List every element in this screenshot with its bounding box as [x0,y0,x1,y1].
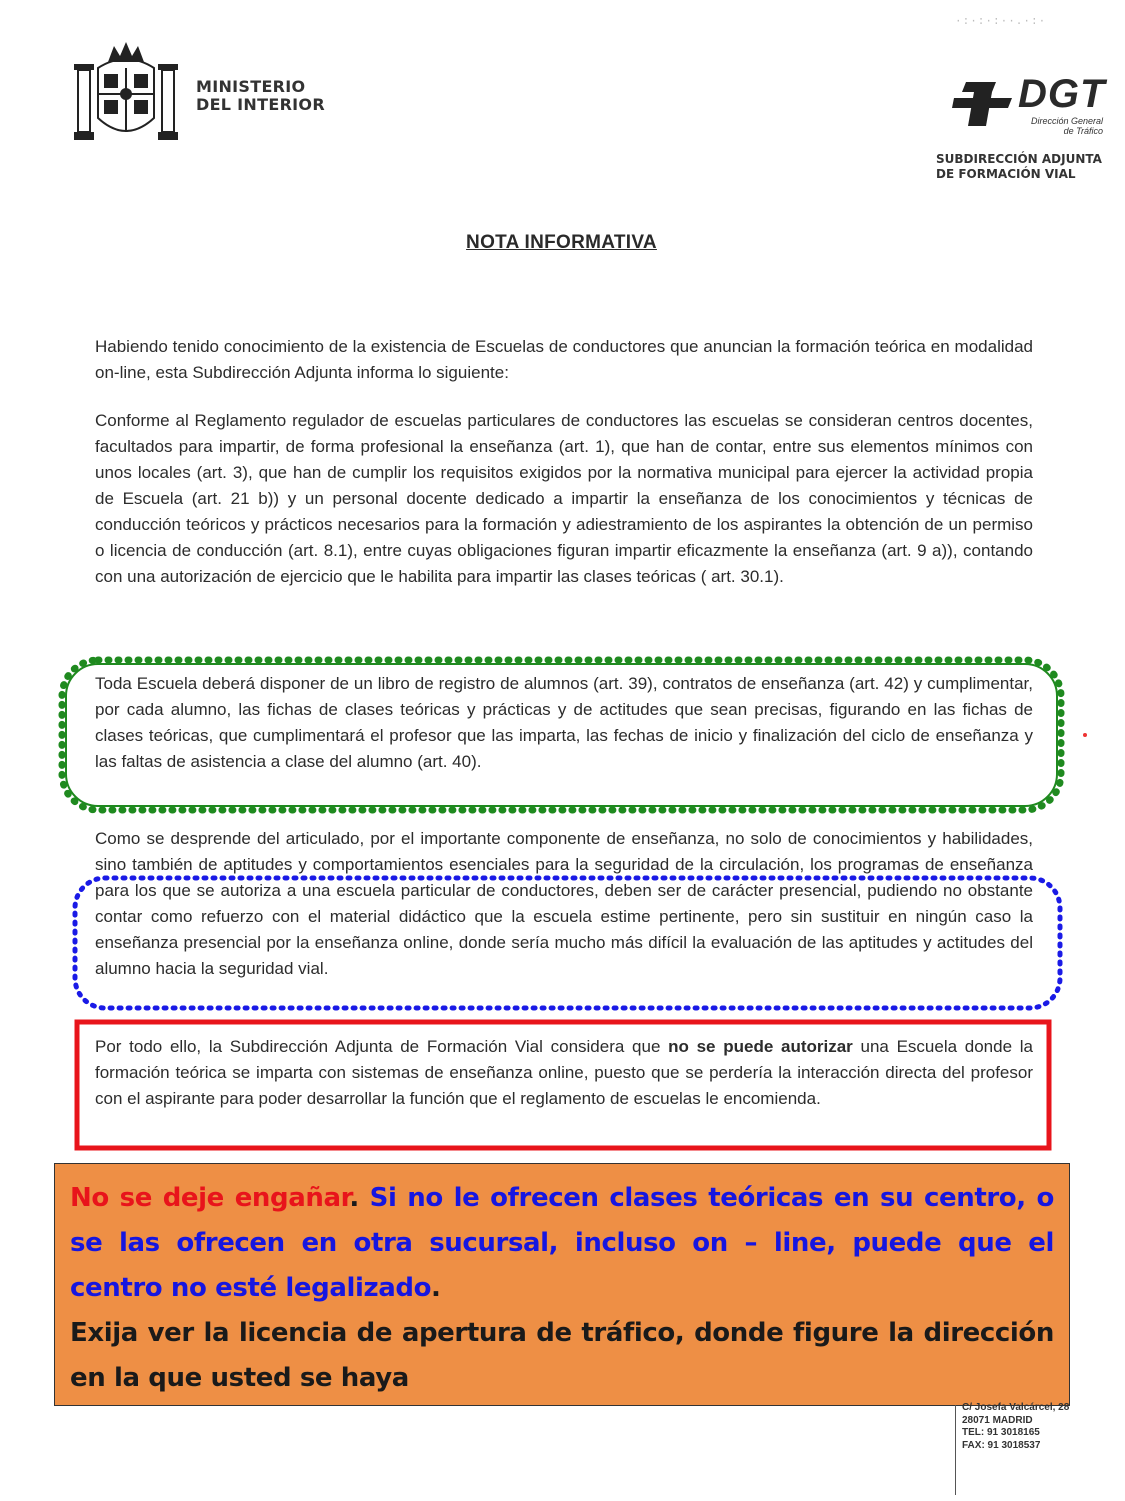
subdirectorate-name [936,152,1102,182]
paragraph-intro: Habiendo tenido conocimiento de la existencia de Escuelas de conductores que anuncian la formación teórica en modalidad on-line, esta Subdirección Adjunta informa lo siguiente: [95,337,1033,382]
warning-period-2: . [431,1273,441,1303]
ministry-name [196,78,325,114]
warning-line-1 [70,1176,1054,1311]
dgt-subtitle-line-2: de Tráfico [1063,126,1103,136]
dgt-logo-icon [952,76,1014,132]
coat-of-arms-icon [70,40,182,150]
scan-noise: ·:·:·:··.·:· [955,16,1047,28]
dgt-subtitle-line-1: Dirección General [1030,116,1103,126]
subdirectorate-line-1: SUBDIRECCIÓN ADJUNTA [936,152,1102,166]
dgt-logo-text: DGT [1018,72,1106,116]
warning-overlay [54,1163,1070,1406]
paragraph-registry: Toda Escuela deberá disponer de un libro de registro de alumnos (art. 39), contratos de enseñanza (art. 42) y cumplimentar, por cada alumno, las fichas de clases teóricas y prácticas y de actitudes que sean precisas, figurando en las fichas de clases teóricas, que cumplimentará el profesor que las imparta, las fechas de inicio y finalización del ciclo de enseñanza y las faltas de asistencia a clase del alumno (art. 40). [95,674,1033,771]
subdirectorate-line-2: DE FORMACIÓN VIAL [936,167,1076,181]
address-city: 28071 MADRID [962,1414,1033,1426]
footer-divider [955,1405,956,1495]
stray-mark [1083,733,1087,737]
warning-period-1: . [349,1183,370,1213]
document-title-text: NOTA INFORMATIVA [466,232,657,253]
address-street: C/ Josefa Valcárcel, 28 [962,1402,1070,1413]
conclusion-text-before: Por todo ello, la Subdirección Adjunta de Formación Vial considera que [95,1037,669,1056]
footer-address [962,1402,1069,1452]
dgt-subtitle [1008,116,1103,136]
document-title [0,232,1125,254]
ministry-line-2: DEL INTERIOR [196,95,325,114]
address-tel: TEL: 91 3018165 [962,1427,1040,1438]
conclusion-emphasis: no se puede autorizar [668,1037,853,1056]
warning-line-2: Exija ver la licencia de apertura de tráfico, donde figure la dirección en la que usted se haya [70,1318,1054,1393]
paragraph-regulation: Conforme al Reglamento regulador de escuelas particulares de conductores las escuelas se consideran centros docentes, facultados para impartir, de forma profesional la enseñanza (art. 1), que han de contar, entre sus elementos mínimos con unos locales (art. 3), que han de cumplir los requisitos exigidos por la normativa municipal para ejercer la actividad propia de Escuela (art. 21 b)) y un personal docente dedicado a impartir la enseñanza de los conocimientos y técnicas de conducción teóricos y prácticos necesarios para la formación y adiestramiento de los aspirantes la obtención de un permiso o licencia de conducción (art. 8.1), entre cuyas obligaciones figuran impartir eficazmente la enseñanza (art. 9 a)), contando con una autorización de ejercicio que le habilita para impartir las clases teóricas ( art. 30.1). [95,411,1033,586]
conclusion-text-after: una Escuela donde la formación teórica se imparta con sistemas de enseñanza online, puesto que se perdería la interacción directa del profesor con el aspirante para poder desarrollar la función que el reglamento de escuelas le encomienda. [95,1037,1033,1108]
paragraph-presential: Como se desprende del articulado, por el importante componente de enseñanza, no solo de conocimientos y habilidades, sino también de aptitudes y comportamientos esenciales para la seguridad de la circulación, los programas de enseñanza para los que se autoriza a una escuela particular de conductores, deben ser de carácter presencial, pudiendo no obstante contar como refuerzo con el material didáctico que la escuela estime pertinente, pero sin sustituir en ningún caso la enseñanza presencial por la enseñanza online, donde sería mucho más difícil la evaluación de las aptitudes y actitudes del alumno hacia la seguridad vial. [95,829,1033,978]
warning-red-text: No se deje engañar [70,1183,350,1213]
address-fax: FAX: 91 3018537 [962,1439,1041,1451]
ministry-line-1: MINISTERIO [196,77,306,96]
warning-blue-text: Si no le ofrecen clases teóricas en su centro, o se las ofrecen en otra sucursal, incluso on – line, puede que el centro no esté legalizado [70,1183,1055,1303]
paragraph-conclusion [95,1034,1033,1112]
